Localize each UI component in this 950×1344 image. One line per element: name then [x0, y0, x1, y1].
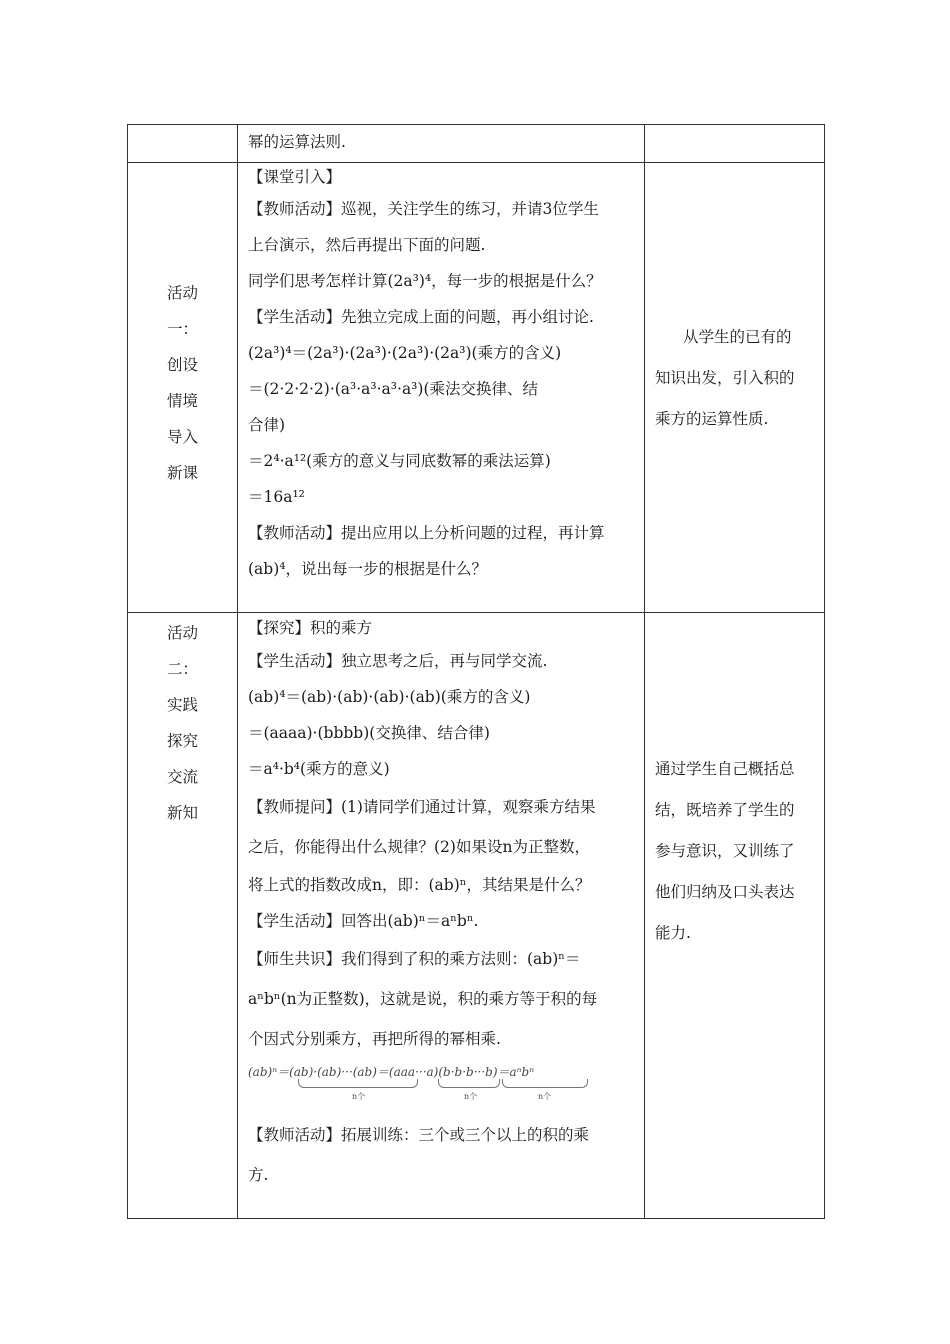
design-intent-line: 他们归纳及口头表达 [655, 883, 795, 901]
design-intent-line: 能力. [655, 924, 691, 942]
formula-expression: (ab)ⁿ＝(ab)·(ab)···(ab)＝(aaa···a)(b·b·b···b)＝aⁿbⁿ [248, 1065, 535, 1079]
activity-label-cell [128, 163, 238, 613]
content-line: 上台演示，然后再提出下面的问题. [248, 236, 486, 254]
content-line: 合律) [248, 416, 286, 434]
lesson-plan-table [127, 124, 824, 1219]
activity-label: 二： [166, 660, 198, 678]
design-intent-line: 知识出发，引入积的 [655, 369, 795, 387]
content-line: 之后，你能得出什么规律？(2)如果设n为正整数， [248, 838, 590, 856]
design-intent-line: 通过学生自己概括总 [655, 760, 795, 778]
table-row [128, 613, 825, 1219]
design-intent-line: 参与意识，又训练了 [655, 842, 795, 860]
content-line: ＝(aaaa)·(bbbb)(交换律、结合律) [248, 724, 490, 742]
underbrace [298, 1079, 418, 1088]
activity-label: 实践 [166, 696, 198, 714]
content-line: 幂的运算法则. [248, 133, 346, 151]
underbrace [438, 1079, 500, 1088]
content-line: 同学们思考怎样计算(2a³)⁴，每一步的根据是什么？ [248, 272, 602, 290]
activity-label: 新课 [166, 464, 198, 482]
content-line: 方. [248, 1166, 269, 1184]
content-line: 个因式分别乘方，再把所得的幂相乘. [248, 1030, 501, 1048]
content-line: (ab)⁴，说出每一步的根据是什么？ [248, 560, 487, 578]
activity-label: 探究 [166, 732, 198, 750]
content-line: 将上式的指数改成n，即：(ab)ⁿ，其结果是什么？ [248, 876, 591, 894]
note-cell-empty [645, 125, 825, 163]
design-intent-line: 从学生的已有的 [683, 328, 792, 346]
content-line: 【教师提问】(1)请同学们通过计算，观察乘方结果 [248, 798, 596, 816]
activity-label: 交流 [166, 768, 198, 786]
content-line: ＝(2·2·2·2)·(a³·a³·a³·a³)(乘法交换律、结 [248, 380, 538, 398]
underbrace-label: n个 [352, 1092, 366, 1101]
activity-label: 一： [166, 320, 198, 338]
design-intent-line: 结，既培养了学生的 [655, 801, 795, 819]
design-intent-cell [645, 163, 825, 613]
activity-label-cell [128, 613, 238, 1219]
content-line: aⁿbⁿ(n为正整数)，这就是说，积的乘方等于积的每 [248, 990, 598, 1008]
content-cell [238, 613, 645, 1219]
content-line: ＝a⁴·b⁴(乘方的意义) [248, 760, 390, 778]
activity-label: 活动 [166, 284, 198, 302]
side-cell-empty [128, 125, 238, 163]
content-line: 【师生共识】我们得到了积的乘方法则：(ab)ⁿ＝ [248, 950, 581, 968]
activity-label: 创设 [166, 356, 198, 374]
design-intent-cell [645, 613, 825, 1219]
underbrace-label: n个 [464, 1092, 478, 1101]
activity-label: 情境 [166, 392, 198, 410]
content-line: 【学生活动】回答出(ab)ⁿ＝aⁿbⁿ. [248, 912, 479, 930]
content-cell [238, 163, 645, 613]
content-cell [238, 125, 645, 163]
underbrace-label: n个 [538, 1092, 552, 1101]
activity-label: 新知 [166, 804, 198, 822]
content-line: 【学生活动】先独立完成上面的问题，再小组讨论. [248, 308, 594, 326]
content-line: 【教师活动】提出应用以上分析问题的过程，再计算 [248, 524, 605, 542]
content-line: 【学生活动】独立思考之后，再与同学交流. [248, 652, 548, 670]
underbrace [502, 1079, 588, 1088]
content-line: (2a³)⁴＝(2a³)·(2a³)·(2a³)·(2a³)(乘方的含义) [248, 344, 562, 362]
content-line: 【教师活动】巡视，关注学生的练习，并请3位学生 [248, 200, 599, 218]
table-row [128, 163, 825, 613]
formula-image [248, 1059, 634, 1115]
content-line: (ab)⁴＝(ab)·(ab)·(ab)·(ab)(乘方的含义) [248, 688, 531, 706]
section-heading: 【探究】积的乘方 [248, 619, 373, 637]
design-intent-line: 乘方的运算性质. [655, 410, 769, 428]
content-line: ＝16a¹² [248, 488, 305, 506]
content-line: 【教师活动】拓展训练：三个或三个以上的积的乘 [248, 1126, 590, 1144]
table-row [128, 125, 825, 163]
content-line: ＝2⁴·a¹²(乘方的意义与同底数幂的乘法运算) [248, 452, 551, 470]
section-heading: 【课堂引入】 [248, 168, 342, 186]
activity-label: 导入 [166, 428, 198, 446]
activity-label: 活动 [166, 624, 198, 642]
